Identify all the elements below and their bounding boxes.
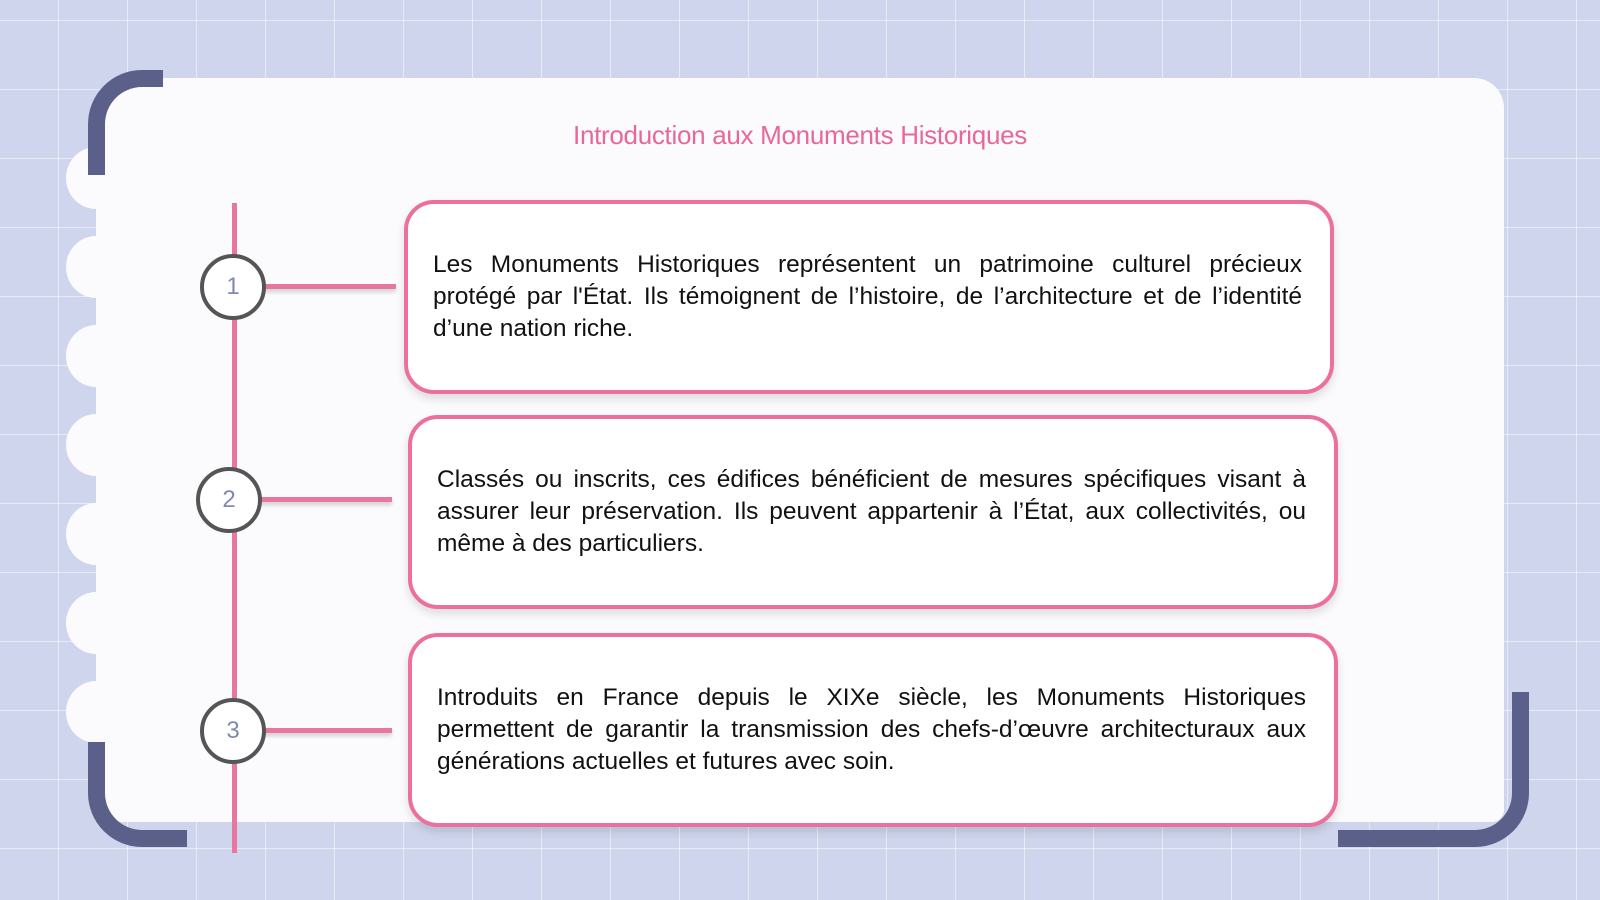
step-text-2: Classés ou inscrits, ces édifices bénéficient de mesures spécifiques visant à assurer leur préservation. Ils peuvent appartenir à l’État, aux collectivités, ou même à des particuliers. [437, 466, 1306, 557]
timeline-connector-2 [258, 497, 392, 502]
scallop-decoration [66, 503, 126, 565]
step-text-3: Introduits en France depuis le XIXe siècle, les Monuments Historiques permettent de garantir la transmission des chefs-d’œuvre architecturaux aux générations actuelles et futures avec soin. [437, 684, 1306, 775]
step-marker-1: 1 [200, 254, 266, 320]
scallop-decoration [66, 325, 126, 387]
corner-bracket-bottom-left [88, 742, 187, 847]
step-marker-3: 3 [200, 698, 266, 764]
scallop-decoration [66, 236, 126, 298]
corner-bracket-top-left [88, 70, 163, 175]
step-card-3 [408, 633, 1338, 827]
slide-title: Introduction aux Monuments Historiques [573, 120, 1027, 150]
step-card-1 [404, 200, 1334, 394]
step-text-1: Les Monuments Historiques représentent un patrimoine culturel précieux protégé par l'État. Ils témoignent de l’histoire, de l’architecture et de l’identité d’une nation riche. [433, 251, 1302, 342]
timeline-connector-3 [262, 728, 392, 733]
scallop-decoration [66, 592, 126, 654]
step-marker-2: 2 [196, 467, 262, 533]
corner-bracket-bottom-right [1338, 692, 1529, 847]
scallop-decoration [66, 681, 126, 743]
timeline-connector-1 [262, 284, 396, 289]
scallop-decoration [66, 414, 126, 476]
step-card-2 [408, 415, 1338, 609]
